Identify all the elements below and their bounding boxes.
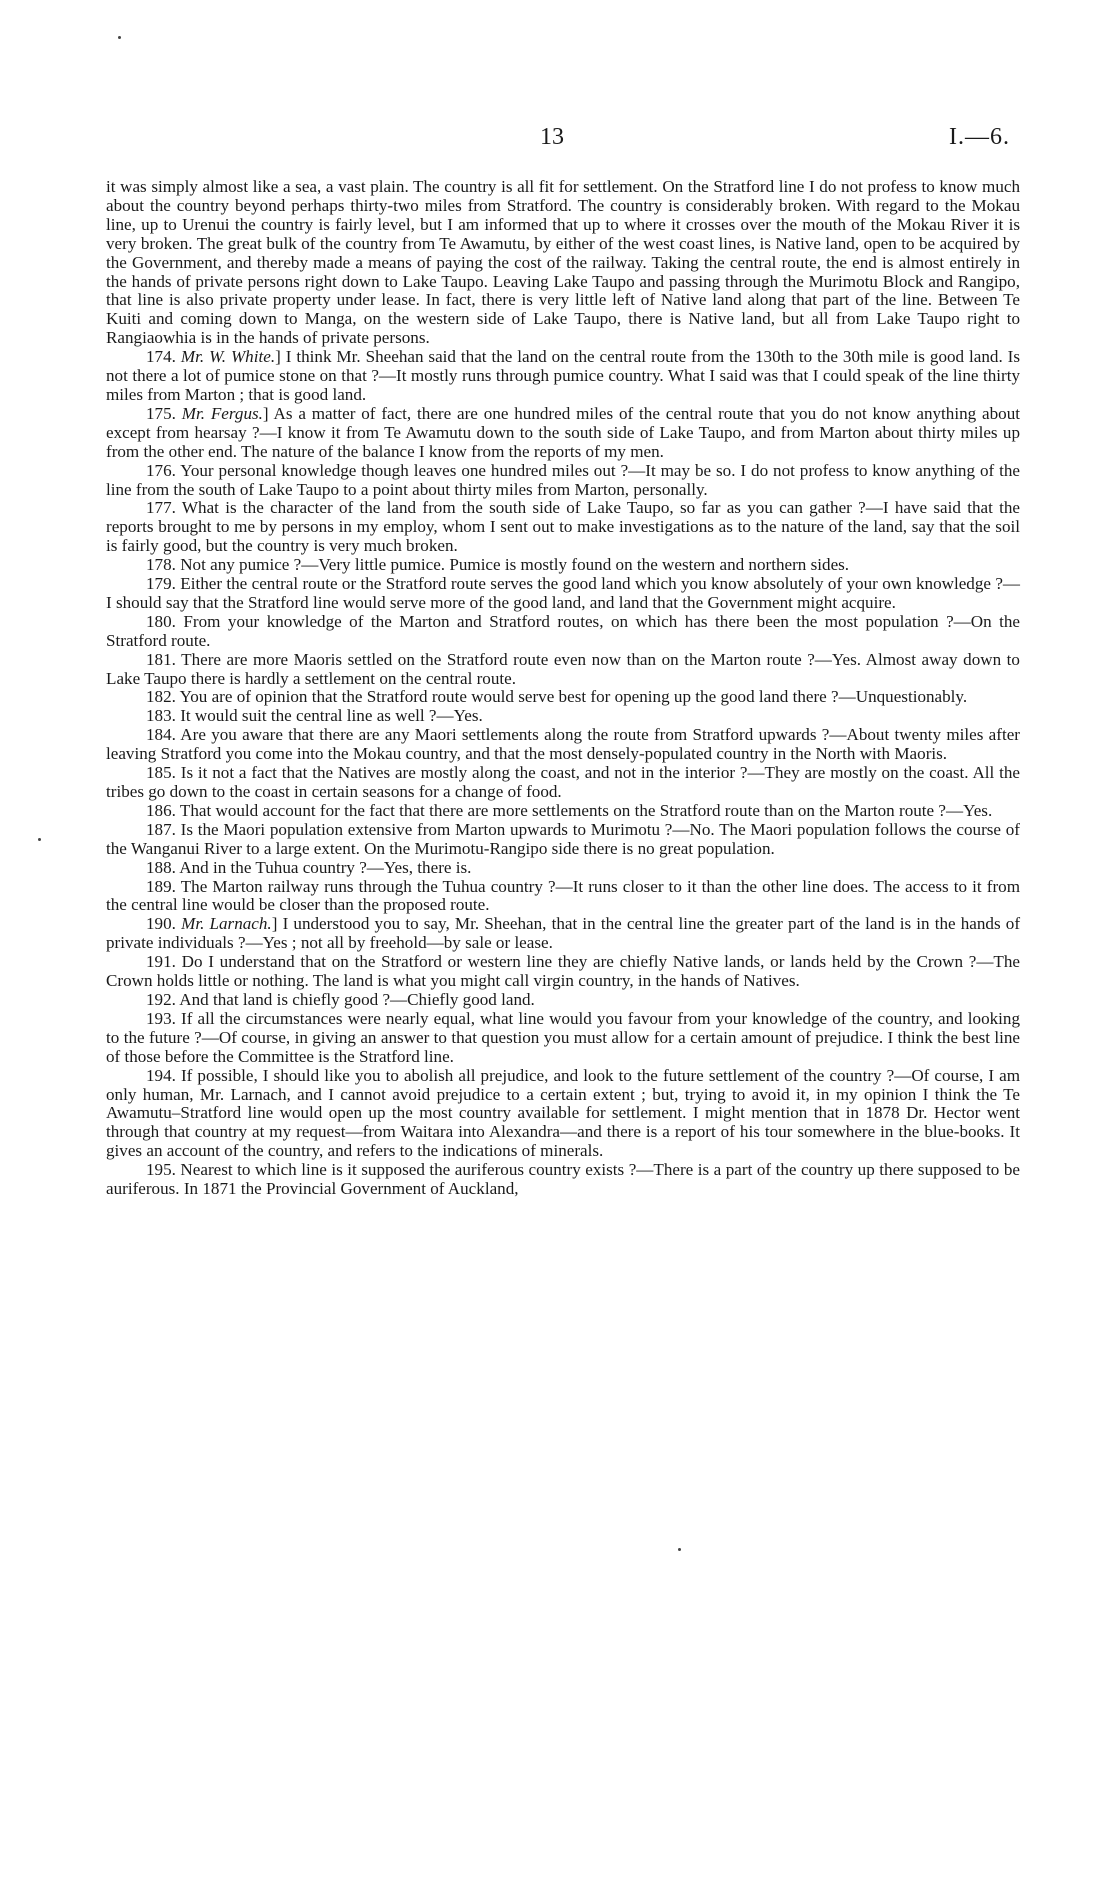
question-number: 186. bbox=[146, 800, 180, 820]
question-number: 191. bbox=[146, 952, 182, 972]
paragraph-text: What is the character of the land from the south side of Lake Taupo, so far as you can gather ?—I have said that the reports brought to me by persons in my employ, whom I sent out to make investigations as to the nature of the land, say that the soil is fairly good, but the country is very much broken. bbox=[106, 498, 1021, 556]
paragraph-text: Is the Maori population extensive from Marton upwards to Murimotu ?—No. The Maori population follows the course of the Wanganui River to a large extent. On the Murimotu-Rangipo side there is no great population. bbox=[106, 819, 1020, 858]
scan-speck bbox=[678, 1548, 681, 1551]
speaker-name: Mr. Fergus. bbox=[181, 403, 263, 423]
question-paragraph bbox=[106, 688, 1020, 707]
question-paragraph bbox=[106, 1161, 1020, 1199]
question-number: 184. bbox=[146, 725, 181, 745]
speaker-name: Mr. Larnach. bbox=[181, 914, 272, 934]
question-number: 195. bbox=[146, 1160, 181, 1180]
paragraph-text: Either the central route or the Stratford route serves the good land which you know absolutely of your own knowledge ?—I should say that the Stratford line would serve more of the good land, and land that the Government might acquire. bbox=[106, 574, 1020, 612]
paragraph-text: Not any pumice ?—Very little pumice. Pumice is mostly found on the western and northern sides. bbox=[180, 555, 850, 575]
paragraph-text: That would account for the fact that there are more settlements on the Stratford route than on the Marton route ?—Yes. bbox=[179, 800, 993, 820]
question-paragraph bbox=[106, 405, 1020, 462]
paragraph-text: If all the circumstances were nearly equal, what line would you favour from your knowledge of the country, and looking to the future ?—Of course, in giving an answer to that question you must allow for a certain amount of prejudice. I think the best line of those before the Committee is the Stratford line. bbox=[106, 1008, 1021, 1066]
question-paragraph bbox=[106, 613, 1020, 651]
paragraph-text: Is it not a fact that the Natives are mostly along the coast, and not in the interior ?—They are mostly on the coast. All the tribes go down to the coast in certain seasons for a change of food. bbox=[106, 763, 1021, 801]
question-paragraph bbox=[106, 878, 1020, 916]
paragraph-text: ] I think Mr. Sheehan said that the land on the central route from the 130th to the 30th mile is good land. Is not there a lot of pumice stone on that ?—It mostly runs through pumice country. What I said was that I could speak of the line thirty miles from Marton ; that is good land. bbox=[106, 347, 1021, 404]
question-number: 193. bbox=[146, 1008, 182, 1028]
question-number: 183. bbox=[146, 706, 181, 726]
question-number: 181. bbox=[146, 649, 182, 669]
page-number: 13 bbox=[540, 124, 564, 150]
question-paragraph bbox=[106, 556, 1020, 575]
question-number: 189. bbox=[146, 876, 181, 896]
document-reference: I.—6. bbox=[949, 124, 1010, 150]
question-number: 178. bbox=[146, 555, 181, 575]
paragraph-text: The Marton railway runs through the Tuhua country ?—It runs closer to it than the other line does. The access to it from the central line would be closer than the proposed route. bbox=[106, 876, 1020, 915]
question-paragraph bbox=[106, 348, 1020, 405]
question-paragraph bbox=[106, 821, 1020, 859]
question-paragraph bbox=[106, 1010, 1020, 1067]
question-number: 177. bbox=[146, 498, 182, 518]
page-header bbox=[0, 124, 1114, 154]
speaker-name: Mr. W. White. bbox=[180, 347, 276, 367]
paragraph-text: ] As a matter of fact, there are one hundred miles of the central route that you do not know anything about except from hearsay ?—I know it from Te Awamutu down to the south side of Lake Taupo, and from Marton about thirty miles up from the other end. The nature of the balance I know from the reports of my men. bbox=[106, 403, 1021, 461]
question-paragraph bbox=[106, 953, 1020, 991]
question-number: 187. bbox=[146, 819, 181, 839]
paragraph-text: Do I understand that on the Stratford or western line they are chiefly Native lands, or lands held by the Crown ?—The Crown holds little or nothing. The land is what you might call virgin country, in the hands of Natives. bbox=[106, 952, 1021, 991]
paragraph-text: Your personal knowledge though leaves one hundred miles out ?—It may be so. I do not profess to know anything of the line from the south of Lake Taupo to a point about thirty miles from Marton, personally. bbox=[106, 460, 1020, 499]
question-paragraph bbox=[106, 1067, 1020, 1162]
question-paragraph bbox=[106, 802, 1020, 821]
paragraph-text: From your knowledge of the Marton and Stratford routes, on which has there been the most population ?—On the Stratford route. bbox=[106, 611, 1020, 650]
question-paragraph bbox=[106, 859, 1020, 878]
question-number: 188. bbox=[146, 857, 180, 877]
paragraph-text: it was simply almost like a sea, a vast plain. The country is all fit for settlement. On the Stratford line I do not profess to know much about the country beyond perhaps thirty-two miles from Stratford. The country is considerably broken. With regard to the Mokau line, up to Urenui the country is fairly level, but I am informed that up to where it crosses over the mouth of the Mokau River it is very broken. The great bulk of the country from Te Awamutu, by either of the west coast lines, is Native land, open to be acquired by the Government, and thereby made a means of paying the cost of the railway. Taking the central route, the end is almost entirely in the hands of private persons right down to Lake Taupo. Leaving Lake Taupo and passing through the Murimotu Block and Rangipo, that line is also private property under lease. In fact, there is very little left of Native land along that part of the line. Between Te Kuiti and coming down to Manga, on the western side of Lake Taupo, there is Native land, but all from Lake Taupo right to Rangiaowhia is in the hands of private persons. bbox=[106, 177, 1020, 348]
question-number: 175. bbox=[146, 403, 182, 423]
question-number: 182. bbox=[146, 687, 180, 707]
paragraph-text: Nearest to which line is it supposed the auriferous country exists ?—There is a part of the country up there supposed to be auriferous. In 1871 the Provincial Government of Auckland, bbox=[106, 1160, 1020, 1199]
scan-speck bbox=[38, 838, 41, 841]
question-paragraph bbox=[106, 462, 1020, 500]
question-number: 179. bbox=[146, 574, 181, 594]
paragraph-text: There are more Maoris settled on the Stratford route even now than on the Marton route ?—Yes. Almost away down to Lake Taupo there is hardly a settlement on the central route. bbox=[106, 649, 1020, 688]
question-number: 185. bbox=[146, 763, 181, 783]
paragraph-text: You are of opinion that the Stratford route would serve best for opening up the good land there ?—Unquestionably. bbox=[179, 687, 968, 707]
paragraph-text: And in the Tuhua country ?—Yes, there is. bbox=[179, 857, 472, 877]
question-paragraph bbox=[106, 991, 1020, 1010]
question-paragraph bbox=[106, 651, 1020, 689]
question-paragraph bbox=[106, 915, 1020, 953]
question-number: 194. bbox=[146, 1065, 181, 1085]
question-number: 180. bbox=[146, 611, 184, 631]
question-number: 174. bbox=[146, 347, 181, 367]
question-number: 190. bbox=[146, 914, 182, 934]
continuation-paragraph bbox=[106, 178, 1020, 348]
question-number: 192. bbox=[146, 989, 180, 1009]
paragraph-text: If possible, I should like you to abolish all prejudice, and look to the future settlement of the country ?—Of course, I am only human, Mr. Larnach, and I cannot avoid prejudice to a certain extent ; but, trying to avoid it, in my opinion I think the Te Awamutu–Stratford line would open up the most country available for settlement. I might mention that in 1878 Dr. Hector went through that country at my request—from Waitara into Alexandra—and there is a report of his tour somewhere in the blue-books. It gives an account of the country, and refers to the indications of minerals. bbox=[106, 1065, 1021, 1161]
scan-speck bbox=[118, 36, 121, 39]
question-number: 176. bbox=[146, 460, 181, 480]
paragraph-text: Are you aware that there are any Maori settlements along the route from Stratford upwards ?—About twenty miles after leaving Stratford you come into the Mokau country, and that the most densely-populated country in the North with Maoris. bbox=[106, 725, 1020, 764]
paragraph-text: It would suit the central line as well ?—Yes. bbox=[180, 706, 483, 726]
paragraph-text: ] I understood you to say, Mr. Sheehan, that in the central line the greater part of the land is in the hands of private individuals ?—Yes ; not all by freehold—by sale or lease. bbox=[106, 914, 1021, 953]
body-text bbox=[106, 178, 1020, 1199]
question-paragraph bbox=[106, 764, 1020, 802]
question-paragraph bbox=[106, 499, 1020, 556]
question-paragraph bbox=[106, 575, 1020, 613]
question-paragraph bbox=[106, 726, 1020, 764]
paragraph-text: And that land is chiefly good ?—Chiefly good land. bbox=[179, 989, 535, 1009]
question-paragraph bbox=[106, 707, 1020, 726]
